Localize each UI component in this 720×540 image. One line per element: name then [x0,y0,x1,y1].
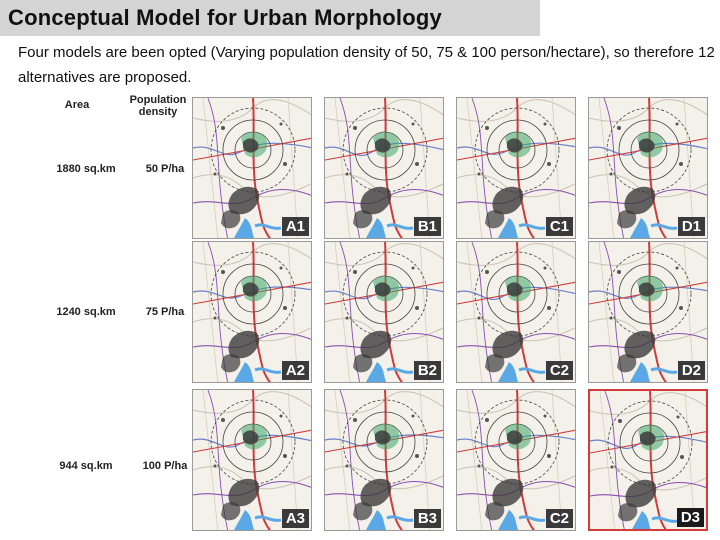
row-density-label: 75 P/ha [145,306,185,318]
alternative-label: A3 [282,509,309,528]
alternative-label: A1 [282,217,309,236]
alternative-map-tile [456,241,576,383]
page-title: Conceptual Model for Urban Morphology [8,5,442,30]
row-area-label: 944 sq.km [59,460,113,472]
alternative-label: D1 [678,217,705,236]
description-text: Four models are been opted (Varying population density of 50, 75 & 100 person/hectare), so therefore 12 alternatives are proposed. [18,44,715,86]
alternative-map-tile [192,389,312,531]
row-area-label: 1240 sq.km [56,306,116,318]
column-header-density: Population density [129,94,187,118]
alternative-map-tile [192,97,312,239]
alternative-label: B1 [414,217,441,236]
alternative-label: C1 [546,217,573,236]
row-density-label: 100 P/ha [142,460,188,472]
alternative-label: A2 [282,361,309,380]
alternative-map-tile [456,389,576,531]
alternative-label: C2 [546,361,573,380]
alternative-label: B3 [414,509,441,528]
alternative-map-tile [588,241,708,383]
row-density-label: 50 P/ha [145,163,185,175]
alternative-map-tile [192,241,312,383]
alternative-label: B2 [414,361,441,380]
alternative-map-tile [588,97,708,239]
column-header-area: Area [64,99,90,111]
alternative-label: D2 [678,361,705,380]
alternative-label: D3 [677,508,704,527]
alternative-map-tile [456,97,576,239]
alternative-map-tile [324,241,444,383]
row-area-label: 1880 sq.km [56,163,116,175]
alternative-map-tile [324,389,444,531]
alternative-map-tile [588,389,708,531]
alternative-map-tile [324,97,444,239]
alternative-label: C2 [546,509,573,528]
